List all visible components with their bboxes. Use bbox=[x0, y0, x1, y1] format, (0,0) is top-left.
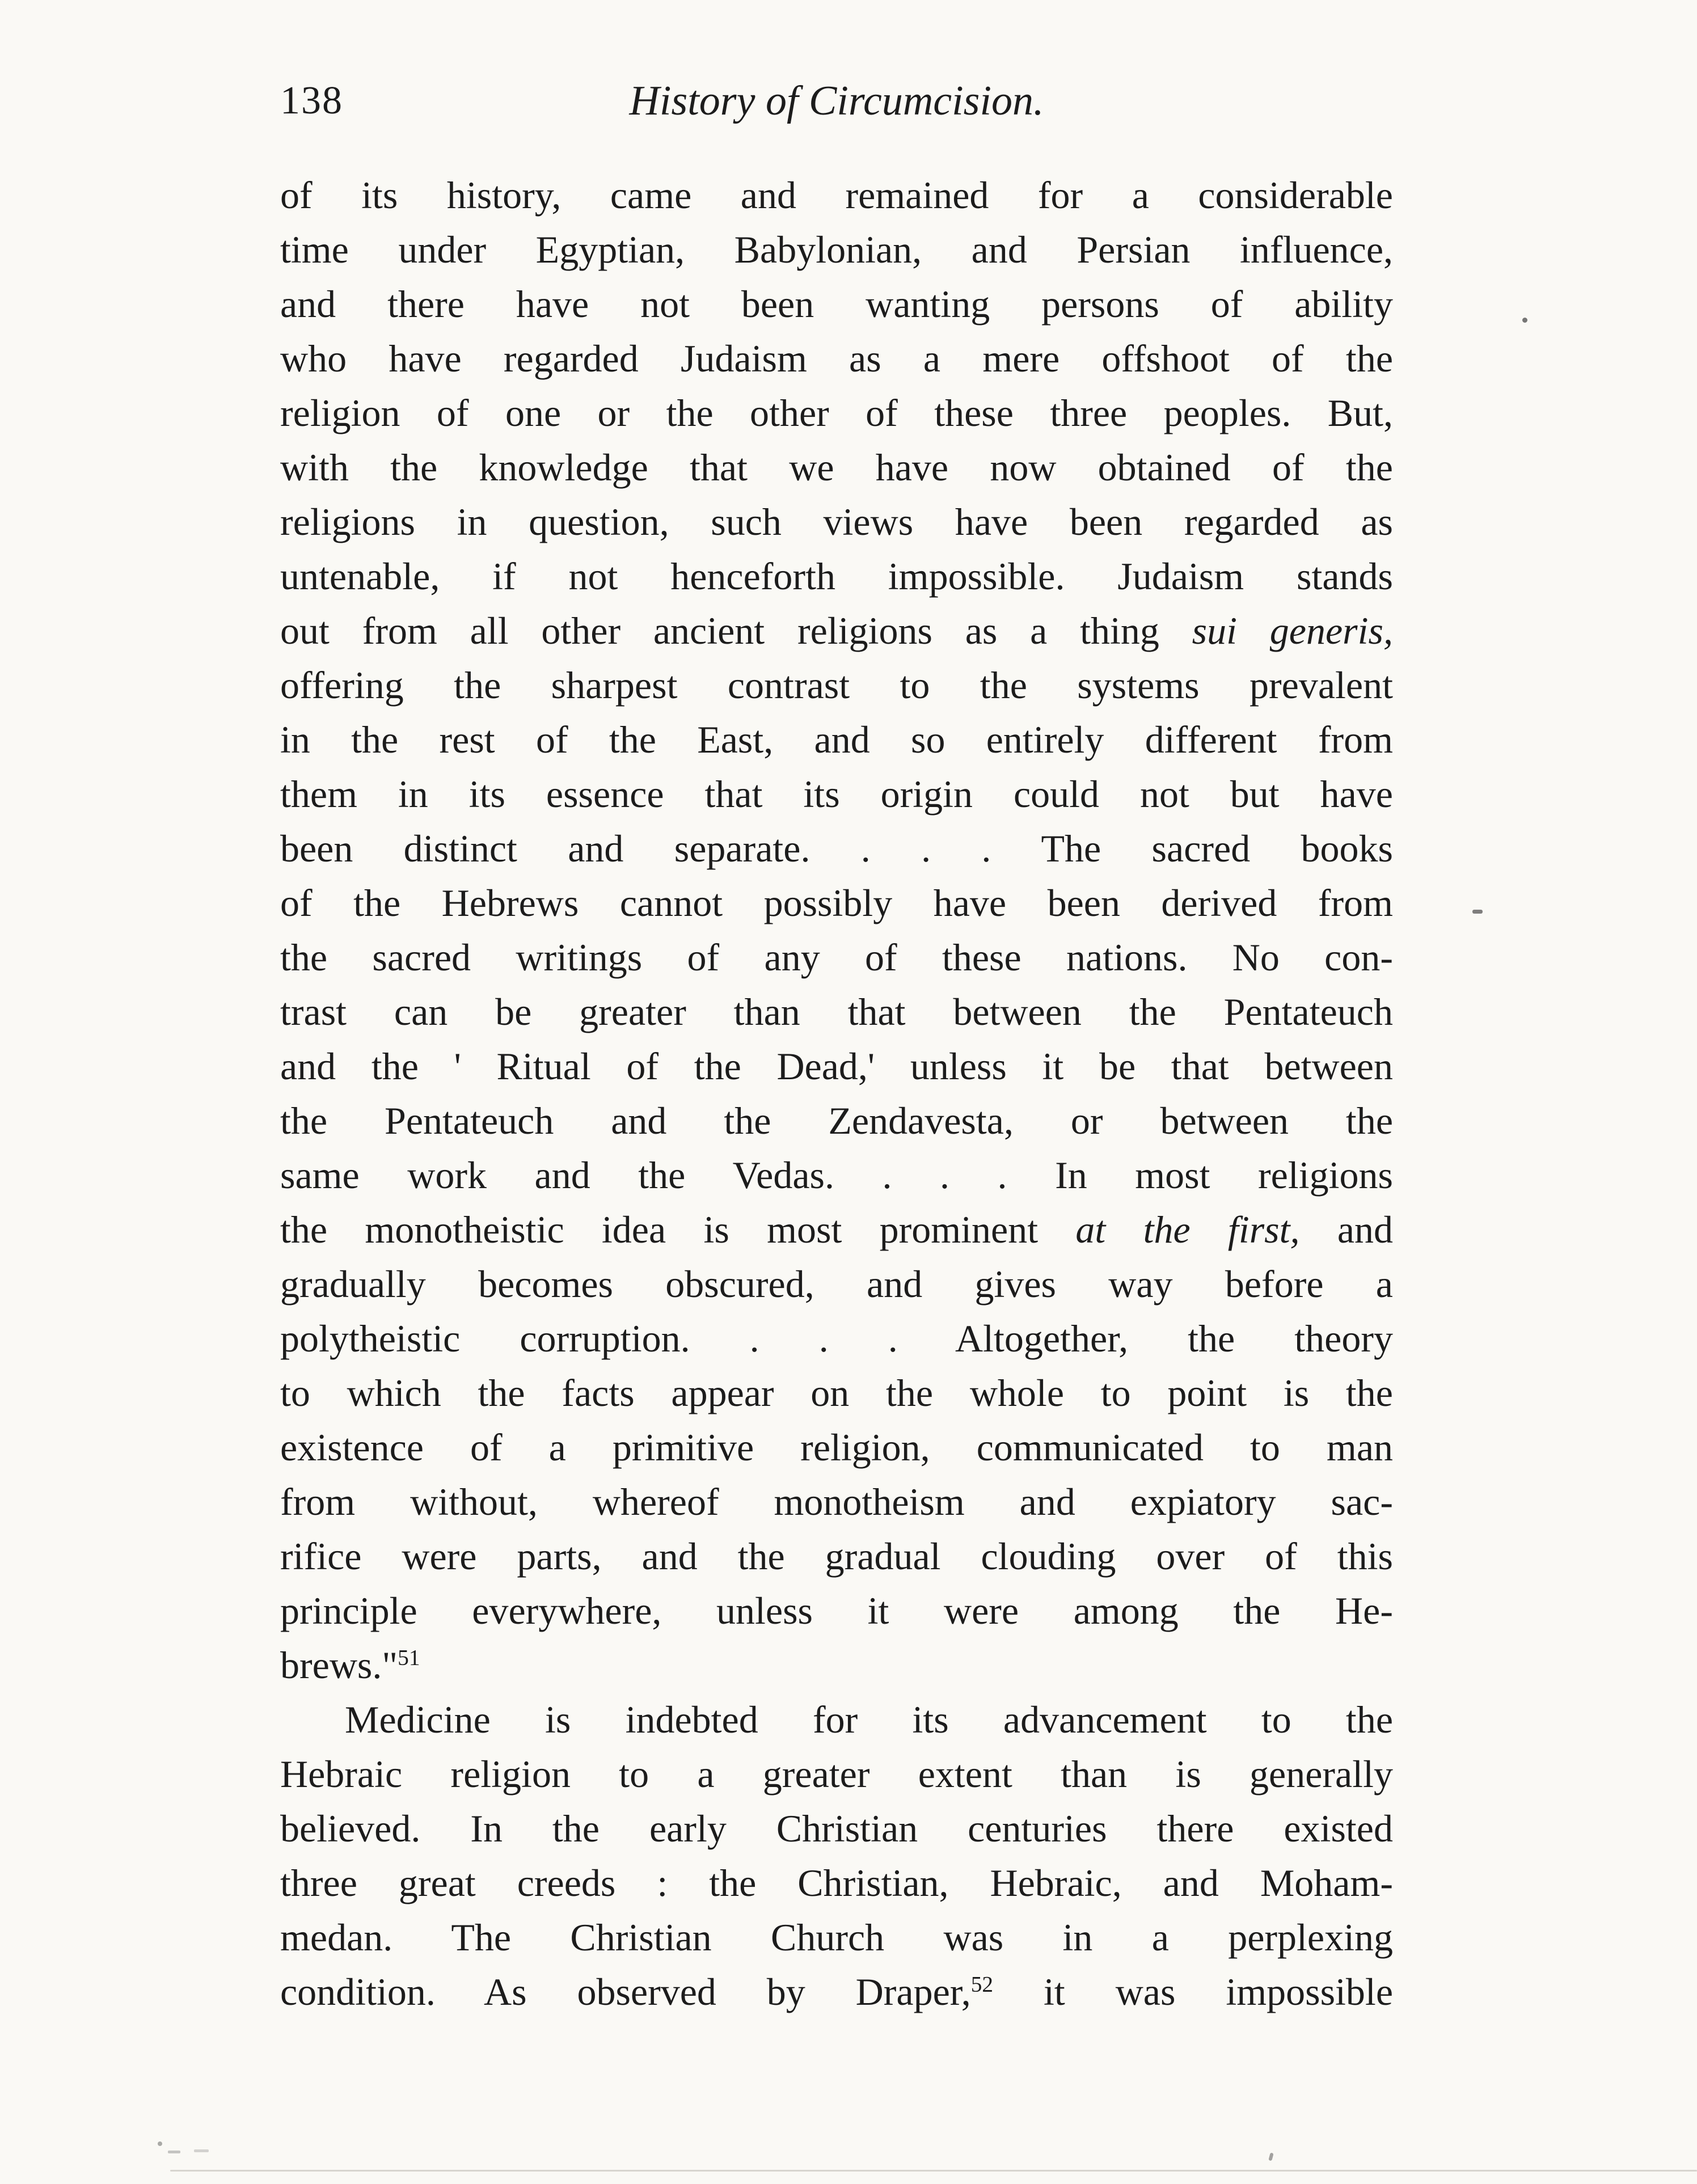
text-line bbox=[280, 1311, 1393, 1366]
text-line bbox=[280, 1039, 1393, 1093]
text-segment: trast can be greater than that between the Pentateuch bbox=[280, 990, 1393, 1033]
scan-artifact-mark bbox=[1268, 2152, 1273, 2161]
text-segment: to which the facts appear on the whole to point is the bbox=[280, 1371, 1393, 1414]
text-line bbox=[280, 1420, 1393, 1475]
text-line bbox=[280, 440, 1393, 495]
page-title: History of Circumcision. bbox=[629, 78, 1044, 124]
footnote-ref: 52 bbox=[970, 1971, 994, 1997]
text-segment: at the first, bbox=[1075, 1208, 1300, 1251]
text-segment: who have regarded Judaism as a mere offshoot of the bbox=[280, 337, 1393, 380]
text-line bbox=[280, 549, 1393, 603]
text-line bbox=[280, 222, 1393, 277]
text-line bbox=[280, 1583, 1393, 1638]
text-segment: from without, whereof monotheism and expiatory sac- bbox=[280, 1480, 1393, 1523]
text-line bbox=[280, 712, 1393, 767]
text-segment: gradually becomes obscured, and gives way before a bbox=[280, 1262, 1393, 1306]
text-line bbox=[280, 168, 1393, 222]
text-line bbox=[280, 876, 1393, 930]
text-line bbox=[280, 1093, 1393, 1148]
text-line bbox=[280, 1801, 1393, 1856]
text-segment: polytheistic corruption. . . . Altogether, the theory bbox=[280, 1317, 1393, 1360]
text-line bbox=[280, 1202, 1393, 1257]
scan-artifact-speck bbox=[168, 2151, 180, 2153]
text-segment: the Pentateuch and the Zendavesta, or between the bbox=[280, 1099, 1393, 1142]
text-line bbox=[280, 495, 1393, 549]
text-segment: offering the sharpest contrast to the systems prevalent bbox=[280, 664, 1393, 707]
text-segment: brews." bbox=[280, 1644, 398, 1687]
text-segment: sui generis, bbox=[1192, 609, 1393, 652]
text-line bbox=[280, 1747, 1393, 1801]
text-line bbox=[280, 658, 1393, 712]
text-line bbox=[280, 930, 1393, 985]
page-number: 138 bbox=[280, 79, 343, 122]
text-line bbox=[280, 1692, 1393, 1747]
text-segment: them in its essence that its origin could not but have bbox=[280, 772, 1393, 816]
text-line bbox=[280, 603, 1393, 658]
text-line bbox=[280, 1366, 1393, 1420]
text-line bbox=[280, 1475, 1393, 1529]
text-segment: Medicine is indebted for its advancement to the bbox=[345, 1698, 1393, 1741]
text-segment: believed. In the early Christian centuries there existed bbox=[280, 1807, 1393, 1850]
text-segment: religion of one or the other of these three peoples. But, bbox=[280, 391, 1393, 434]
text-segment: three great creeds : the Christian, Hebraic, and Moham- bbox=[280, 1861, 1393, 1904]
text-segment: religions in question, such views have been regarded as bbox=[280, 500, 1393, 543]
text-segment: of its history, came and remained for a considerable bbox=[280, 174, 1393, 217]
text-line bbox=[280, 1148, 1393, 1202]
text-segment: the monotheistic idea is most prominent bbox=[280, 1208, 1076, 1251]
scan-artifact-dash bbox=[1472, 910, 1483, 914]
text-segment: time under Egyptian, Babylonian, and Persian influence, bbox=[280, 228, 1393, 271]
text-segment: existence of a primitive religion, communicated to man bbox=[280, 1426, 1393, 1469]
text-line bbox=[280, 277, 1393, 331]
text-segment: same work and the Vedas. . . . In most religions bbox=[280, 1154, 1393, 1197]
text-line bbox=[280, 767, 1393, 821]
text-segment: Hebraic religion to a greater extent than is generally bbox=[280, 1752, 1393, 1796]
text-segment: untenable, if not henceforth impossible. Judaism stands bbox=[280, 555, 1393, 598]
text-line bbox=[280, 1257, 1393, 1311]
text-segment: been distinct and separate. . . . The sacred books bbox=[280, 827, 1393, 870]
text-block bbox=[280, 168, 1393, 2019]
text-line bbox=[280, 1856, 1393, 1910]
text-line bbox=[280, 985, 1393, 1039]
scan-artifact-speck bbox=[194, 2149, 209, 2152]
text-segment: out from all other ancient religions as a thing bbox=[280, 609, 1192, 652]
text-segment: principle everywhere, unless it were among the He- bbox=[280, 1589, 1393, 1632]
text-segment: and the ' Ritual of the Dead,' unless it be that between bbox=[280, 1045, 1393, 1088]
text-segment: condition. As observed by Draper, bbox=[280, 1970, 971, 2013]
scan-edge-line bbox=[170, 2170, 1697, 2172]
text-line bbox=[280, 1529, 1393, 1583]
text-segment: in the rest of the East, and so entirely different from bbox=[280, 718, 1393, 761]
text-line bbox=[280, 331, 1393, 386]
text-line bbox=[280, 1965, 1393, 2019]
text-line bbox=[280, 1638, 1393, 1692]
running-header bbox=[280, 73, 1393, 129]
footnote-ref: 51 bbox=[398, 1645, 420, 1670]
text-segment: of the Hebrews cannot possibly have been derived from bbox=[280, 881, 1393, 924]
text-segment: the sacred writings of any of these nations. No con- bbox=[280, 936, 1393, 979]
text-segment: and bbox=[1299, 1208, 1394, 1251]
text-line bbox=[280, 386, 1393, 440]
text-segment: with the knowledge that we have now obtained of the bbox=[280, 446, 1393, 489]
text-line bbox=[280, 1910, 1393, 1965]
text-segment: it was impossible bbox=[993, 1970, 1394, 2013]
text-line bbox=[280, 821, 1393, 876]
scan-artifact-dot bbox=[1522, 318, 1527, 323]
scan-artifact-speck bbox=[158, 2141, 162, 2146]
text-segment: and there have not been wanting persons of ability bbox=[280, 282, 1393, 326]
text-segment: medan. The Christian Church was in a perplexing bbox=[280, 1916, 1393, 1959]
text-segment: rifice were parts, and the gradual clouding over of this bbox=[280, 1535, 1393, 1578]
